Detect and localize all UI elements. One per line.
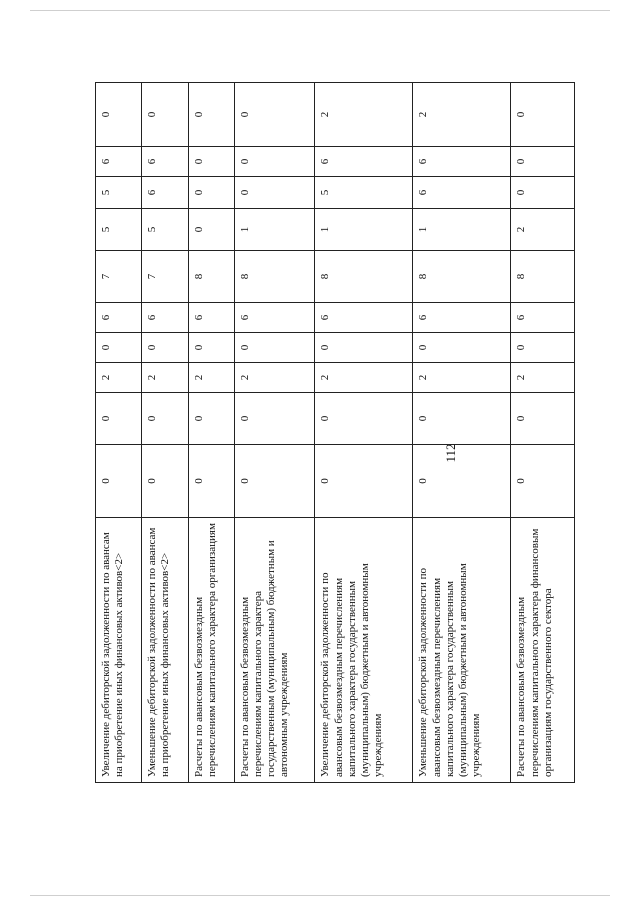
code-digit-cell: 0 xyxy=(188,333,234,363)
code-digit-cell: 0 xyxy=(234,147,315,177)
code-digit-cell: 0 xyxy=(142,445,188,518)
code-digit-cell: 0 xyxy=(96,83,142,147)
code-digit-cell: 6 xyxy=(188,303,234,333)
code-digit-cell: 0 xyxy=(188,83,234,147)
code-digit-cell: 0 xyxy=(413,445,511,518)
code-digit-cell: 2 xyxy=(315,363,413,393)
code-digit-cell: 5 xyxy=(315,177,413,209)
scan-edge-top xyxy=(30,10,610,11)
code-digit-cell: 0 xyxy=(315,333,413,363)
row-label: Увеличение дебиторской задолженности по авансам на приобретение иных финансовых активов<2> xyxy=(96,518,142,783)
code-digit-cell: 2 xyxy=(142,363,188,393)
data-table xyxy=(95,82,575,783)
code-digit-cell: 8 xyxy=(511,251,575,303)
row-label: Уменьшение дебиторской задолженности по авансам на приобретение иных финансовых активов<2> xyxy=(142,518,188,783)
code-digit-cell: 6 xyxy=(315,303,413,333)
code-digit-cell: 0 xyxy=(315,393,413,445)
code-digit-cell: 8 xyxy=(234,251,315,303)
code-digit-cell: 0 xyxy=(315,445,413,518)
code-digit-cell: 6 xyxy=(511,303,575,333)
code-digit-cell: 0 xyxy=(142,393,188,445)
code-digit-cell: 1 xyxy=(413,209,511,251)
code-digit-cell: 8 xyxy=(315,251,413,303)
row-label: Уменьшение дебиторской задолженности по авансовым безвозмездным перечислениям капитального характера государственным (муниципальным) бюджетным и автономным учреждениям xyxy=(413,518,511,783)
code-digit-cell: 6 xyxy=(234,303,315,333)
row-label: Расчеты по авансовым безвозмездным перечислениям капитального характера организациям xyxy=(188,518,234,783)
code-digit-cell: 6 xyxy=(413,303,511,333)
scan-edge-bottom xyxy=(30,895,610,896)
code-digit-cell: 0 xyxy=(511,445,575,518)
code-digit-cell: 6 xyxy=(142,147,188,177)
row-label: Увеличение дебиторской задолженности по авансовым безвозмездным перечислениям капитального характера государственным (муниципальным) бюджетным и автономным учреждениям xyxy=(315,518,413,783)
table-row xyxy=(511,83,575,783)
code-digit-cell: 0 xyxy=(142,83,188,147)
code-digit-cell: 0 xyxy=(96,445,142,518)
code-digit-cell: 6 xyxy=(413,177,511,209)
code-digit-cell: 0 xyxy=(188,147,234,177)
code-digit-cell: 7 xyxy=(142,251,188,303)
table-row xyxy=(188,83,234,783)
table-frame xyxy=(95,111,575,783)
table-row xyxy=(96,83,142,783)
code-digit-cell: 6 xyxy=(142,177,188,209)
table-row xyxy=(234,83,315,783)
code-digit-cell: 2 xyxy=(413,83,511,147)
code-digit-cell: 0 xyxy=(234,333,315,363)
code-digit-cell: 6 xyxy=(96,147,142,177)
code-digit-cell: 6 xyxy=(315,147,413,177)
code-digit-cell: 2 xyxy=(511,363,575,393)
code-digit-cell: 0 xyxy=(96,393,142,445)
row-label: Расчеты по авансовым безвозмездным перечислениям капитального характера государственным (муниципальным) бюджетным и автономным учреждениям xyxy=(234,518,315,783)
code-digit-cell: 2 xyxy=(234,363,315,393)
code-digit-cell: 7 xyxy=(96,251,142,303)
table-body xyxy=(96,83,575,783)
row-label: Расчеты по авансовым безвозмездным перечислениям капитального характера финансовым организациям государственного сектора xyxy=(511,518,575,783)
code-digit-cell: 0 xyxy=(142,333,188,363)
table-row xyxy=(315,83,413,783)
table-row xyxy=(413,83,511,783)
code-digit-cell: 5 xyxy=(142,209,188,251)
code-digit-cell: 1 xyxy=(234,209,315,251)
code-digit-cell: 5 xyxy=(96,177,142,209)
code-digit-cell: 2 xyxy=(96,363,142,393)
code-digit-cell: 6 xyxy=(413,147,511,177)
code-digit-cell: 2 xyxy=(188,363,234,393)
code-digit-cell: 2 xyxy=(315,83,413,147)
code-digit-cell: 6 xyxy=(96,303,142,333)
code-digit-cell: 0 xyxy=(234,445,315,518)
code-digit-cell: 8 xyxy=(413,251,511,303)
code-digit-cell: 0 xyxy=(511,333,575,363)
code-digit-cell: 0 xyxy=(413,333,511,363)
code-digit-cell: 0 xyxy=(511,83,575,147)
table-rotated-wrapper xyxy=(95,111,575,783)
code-digit-cell: 1 xyxy=(315,209,413,251)
code-digit-cell: 2 xyxy=(511,209,575,251)
code-digit-cell: 0 xyxy=(96,333,142,363)
table-row xyxy=(142,83,188,783)
code-digit-cell: 0 xyxy=(234,83,315,147)
code-digit-cell: 0 xyxy=(188,209,234,251)
code-digit-cell: 2 xyxy=(413,363,511,393)
code-digit-cell: 0 xyxy=(234,177,315,209)
code-digit-cell: 6 xyxy=(142,303,188,333)
page-number: 112 xyxy=(443,443,458,463)
code-digit-cell: 0 xyxy=(234,393,315,445)
code-digit-cell: 0 xyxy=(413,393,511,445)
code-digit-cell: 0 xyxy=(188,177,234,209)
code-digit-cell: 8 xyxy=(188,251,234,303)
code-digit-cell: 5 xyxy=(96,209,142,251)
code-digit-cell: 0 xyxy=(188,445,234,518)
code-digit-cell: 0 xyxy=(511,147,575,177)
code-digit-cell: 0 xyxy=(511,177,575,209)
code-digit-cell: 0 xyxy=(511,393,575,445)
code-digit-cell: 0 xyxy=(188,393,234,445)
